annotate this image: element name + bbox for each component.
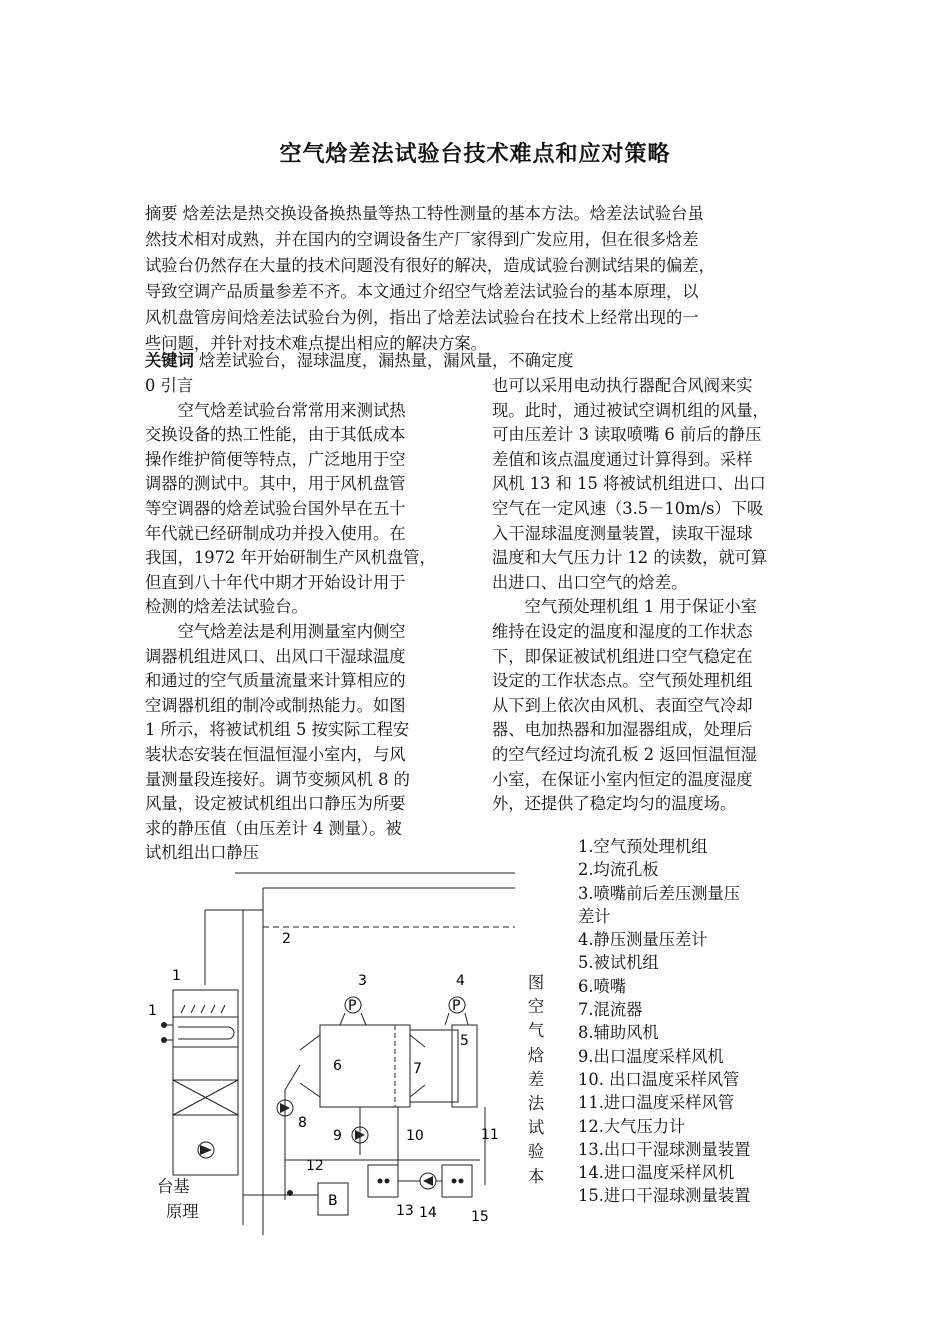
legend-item: 13.出口干湿球测量装置 — [578, 1139, 751, 1159]
callout-9: 9 — [333, 1128, 342, 1144]
legend-item: 6.喷嘴 — [578, 976, 627, 996]
caption-char: 差 — [527, 1069, 545, 1089]
body-line: 小室，在保证小室内恒定的温度湿度 — [492, 769, 753, 789]
callout-7: 7 — [413, 1061, 422, 1077]
legend-item: 3.喷嘴前后差压测量压 — [578, 883, 741, 903]
body-line: 我国，1972 年开始研制生产风机盘管， — [145, 548, 436, 568]
caption-char: 空 — [527, 997, 545, 1017]
body-line: 调器机组进风口、出风口干湿球温度 — [145, 646, 406, 666]
abstract-line: 导致空调产品质量参差不齐。本文通过介绍空气焓差法试验台的基本原理，以 — [145, 282, 699, 301]
body-line: 空气焓差试验台常常用来测试热 — [177, 400, 406, 420]
fan-icon — [423, 1176, 433, 1186]
figure-caption-vertical — [524, 971, 548, 1189]
callout-12: 12 — [306, 1158, 324, 1174]
body-line: 维持在设定的温度和湿度的工作状态 — [492, 621, 753, 641]
body-line: 操作维护简便等特点，广泛地用于空 — [145, 449, 406, 469]
caption-fragment-2: 原理 — [166, 1202, 199, 1221]
abstract-line: 试验台仍然存在大量的技术问题没有很好的解决，造成试验台测试结果的偏差， — [145, 256, 715, 275]
caption-char: 验 — [527, 1142, 545, 1162]
callout-14: 14 — [419, 1205, 437, 1221]
body-line: 装状态安装在恒温恒湿小室内，与风 — [145, 744, 406, 764]
callout-13: 13 — [396, 1203, 414, 1219]
body-line: 但直到八十年代中期才开始设计用于 — [145, 572, 406, 592]
body-line: 1 所示，将被试机组 5 按实际工程安 — [145, 720, 410, 740]
body-line: 从下到上依次由风机、表面空气冷却 — [492, 695, 753, 715]
caption-char: 焓 — [527, 1045, 545, 1065]
gauge-label: P — [348, 998, 357, 1014]
body-line: 差值和该点温度通过计算得到。采样 — [492, 449, 753, 469]
left-column — [145, 374, 465, 866]
legend-item: 9.出口温度采样风机 — [578, 1046, 724, 1066]
callout-6: 6 — [333, 1058, 342, 1074]
legend-item: 15.进口干湿球测量装置 — [578, 1186, 751, 1206]
dry-wet-bulb-13 — [368, 1165, 398, 1197]
body-line: 交换设备的热工性能，由于其低成本 — [145, 425, 406, 445]
body-line: 空调器机组的制冷或制热能力。如图 — [145, 695, 406, 715]
body-line: 年代就已经研制成功并投入使用。在 — [145, 523, 406, 543]
paper-title: 空气焓差法试验台技术难点和应对策略 — [279, 142, 671, 167]
legend-item: 5.被试机组 — [578, 953, 659, 973]
body-line: 风量，设定被试机组出口静压为所要 — [145, 794, 406, 814]
keywords-text: 焓差试验台，湿球温度，漏热量，漏风量，不确定度 — [193, 351, 574, 370]
right-column — [492, 374, 822, 817]
body-line: 求的静压值（由压差计 4 测量）。被 — [145, 818, 402, 838]
keywords-label: 关键词 — [145, 351, 194, 370]
body-line: 风机 13 和 15 将被试机组进口、出口 — [492, 474, 766, 494]
caption-fragment-1: 台基 — [157, 1177, 190, 1196]
keywords — [145, 348, 574, 374]
legend-item: 2.均流孔板 — [578, 860, 659, 880]
callout-2: 2 — [282, 931, 291, 947]
legend-item: 8.辅助风机 — [578, 1023, 659, 1043]
body-line: 试机组出口静压 — [145, 843, 259, 863]
body-line: 器、电加热器和加湿器组成，处理后 — [492, 720, 753, 740]
legend-item: 11.进口温度采样风管 — [578, 1093, 735, 1113]
abstract-line: 风机盘管房间焓差法试验台为例，指出了焓差法试验台在技术上经常出现的一 — [145, 308, 699, 327]
callout-10: 10 — [406, 1128, 424, 1144]
legend-item: 7.混流器 — [578, 1000, 643, 1020]
legend-item: 差计 — [578, 906, 611, 926]
body-line: 现。此时，通过被试空调机组的风量， — [492, 400, 769, 420]
air-handling-unit-1 — [173, 990, 238, 1175]
abstract-line: 摘要 焓差法是热交换设备换热量等热工特性测量的基本方法。焓差法试验台虽 — [145, 204, 704, 223]
legend-item: 10. 出口温度采样风管 — [578, 1069, 740, 1089]
legend-item: 1.空气预处理机组 — [578, 837, 708, 856]
body-line: 空气预处理机组 1 用于保证小室 — [524, 597, 757, 617]
fan-icon — [200, 1145, 212, 1155]
body-line: 外，还提供了稳定均匀的温度场。 — [492, 794, 737, 814]
legend-item: 14.进口温度采样风机 — [578, 1163, 735, 1183]
abstract — [145, 201, 825, 357]
body-line: 量测量段连接好。调节变频风机 8 的 — [145, 769, 410, 789]
gauge-label: P — [452, 998, 461, 1014]
caption-char: 图 — [527, 973, 545, 992]
callout-1b: 1 — [148, 1003, 157, 1019]
body-line: 出进口、出口空气的焓差。 — [492, 572, 688, 592]
abstract-line: 些问题，并针对技术难点提出相应的解决方案。 — [145, 334, 487, 353]
body-line: 下，即保证被试机组进口空气稳定在 — [492, 646, 753, 666]
callout-3: 3 — [358, 973, 367, 989]
test-rig-diagram — [140, 865, 525, 1245]
caption-char: 本 — [527, 1166, 545, 1186]
body-line: 和通过的空气质量流量来计算相应的 — [145, 671, 406, 691]
abstract-line: 然技术相对成熟，并在国内的空调设备生产厂家得到广发应用，但在很多焓差 — [145, 230, 699, 249]
body-line: 设定的工作状态点。空气预处理机组 — [492, 671, 753, 691]
dry-wet-bulb-15 — [442, 1165, 472, 1197]
callout-4: 4 — [456, 973, 465, 989]
callout-11: 11 — [481, 1127, 499, 1143]
callout-5: 5 — [460, 1033, 469, 1049]
callout-1: 1 — [172, 968, 181, 984]
body-line: 等空调器的焓差试验台国外早在五十 — [145, 498, 406, 518]
caption-char: 气 — [527, 1021, 545, 1041]
caption-char: 法 — [527, 1094, 545, 1114]
caption-char: 试 — [527, 1118, 545, 1138]
body-line: 的空气经过均流孔板 2 返回恒温恒湿 — [492, 744, 757, 764]
body-line: 入干湿球温度测量装置，读取干湿球 — [492, 523, 753, 543]
body-line: 空气在一定风速（3.5－10m/s）下吸 — [492, 498, 764, 518]
barometer-label: B — [328, 1193, 338, 1209]
section-heading: 0 引言 — [145, 376, 194, 395]
body-line: 也可以采用电动执行器配合风阀来实 — [492, 376, 753, 395]
legend-item: 4.静压测量压差计 — [578, 930, 708, 950]
body-line: 温度和大气压力计 12 的读数，就可算 — [492, 548, 768, 568]
body-line: 检测的焓差法试验台。 — [145, 597, 308, 617]
callout-8: 8 — [298, 1115, 307, 1131]
body-line: 空气焓差法是利用测量室内侧空 — [177, 621, 406, 641]
figure-legend — [578, 835, 750, 1208]
callout-15: 15 — [471, 1209, 489, 1225]
legend-item: 12.大气压力计 — [578, 1116, 686, 1136]
body-line: 可由压差计 3 读取喷嘴 6 前后的静压 — [492, 425, 762, 445]
body-line: 调器的测试中。其中，用于风机盘管 — [145, 474, 406, 494]
